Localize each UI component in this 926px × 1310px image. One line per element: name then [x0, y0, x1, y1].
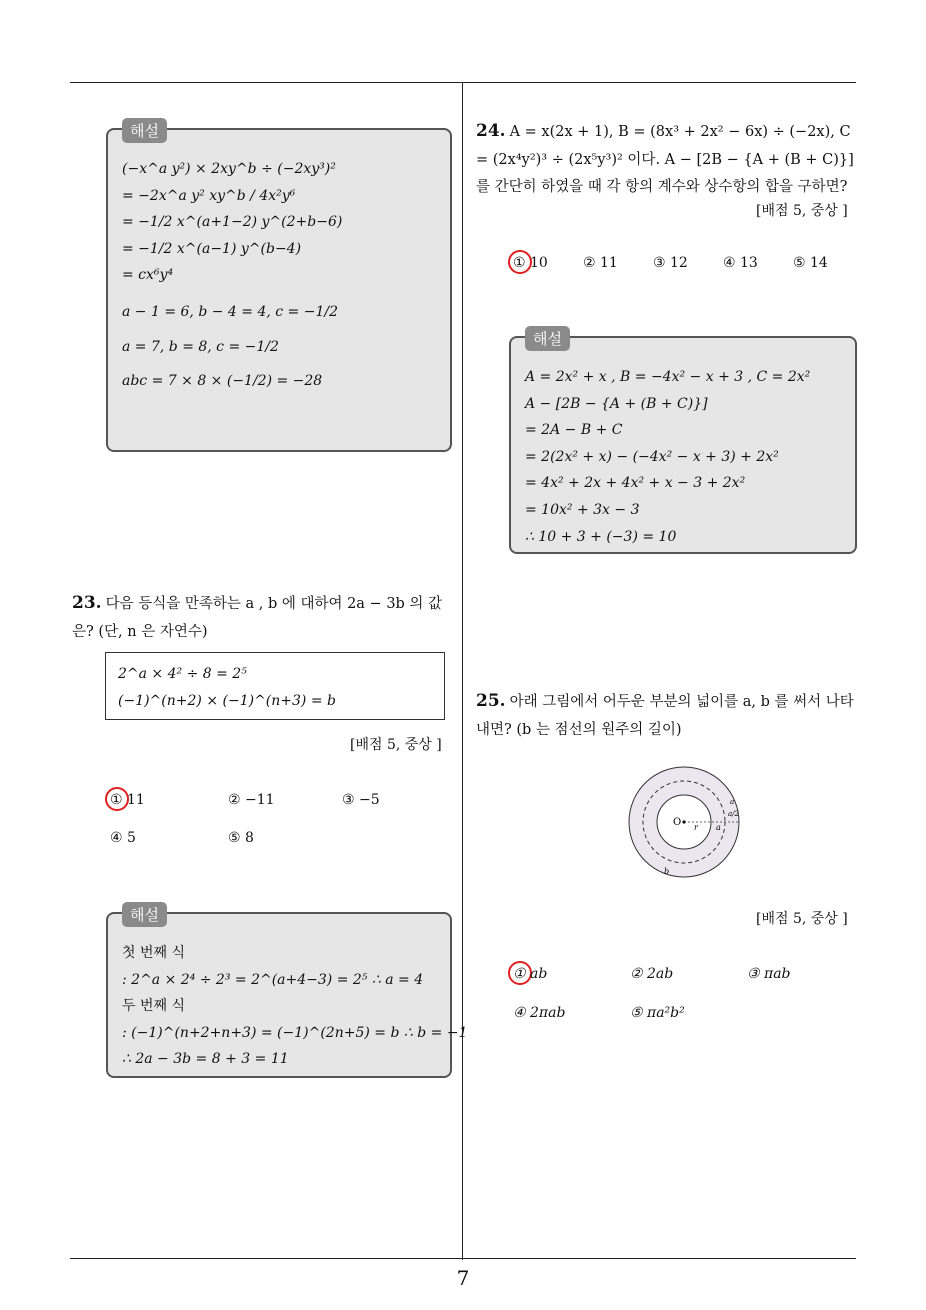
solution-line: = 2(2x² + x) − (−4x² − x + 3) + 2x²	[525, 448, 779, 465]
solution-line: a − 1 = 6, b − 4 = 4, c = −1/2	[122, 303, 338, 320]
column-divider	[462, 82, 463, 1260]
solution-line: = −2x^a y² xy^b / 4x²y⁶	[122, 187, 296, 204]
annulus-figure	[618, 766, 752, 878]
option-1[interactable]: ① 10	[513, 255, 548, 271]
center-label: O	[673, 817, 682, 828]
solution-line: = −1/2 x^(a+1−2) y^(2+b−6)	[122, 214, 343, 231]
center-dot	[682, 820, 685, 823]
top-rule	[70, 82, 856, 83]
option-4[interactable]: ④ 13	[723, 255, 758, 271]
solution-tag: 해설	[122, 118, 167, 143]
a-half-label: a/2	[728, 810, 739, 818]
question-text: 다음 등식을 만족하는 a , b 에 대하여 2a − 3b 의 값은? (단, n 은 자연수)	[72, 596, 443, 641]
solution-line: a = 7, b = 8, c = −1/2	[122, 338, 279, 355]
question-25	[476, 686, 860, 744]
question-text: 아래 그림에서 어두운 부분의 넓이를 a, b 를 써서 나타내면? (b 는 점선의 원주의 길이)	[476, 694, 854, 739]
solution-box-22	[106, 122, 452, 452]
solution-tag: 해설	[122, 902, 167, 927]
solution-line: = −1/2 x^(a−1) y^(b−4)	[122, 240, 302, 257]
option-4[interactable]: ④ 2πab	[513, 1005, 566, 1021]
solution-line: : (−1)^(n+2+n+3) = (−1)^(2n+5) = b ∴ b = −1	[122, 1024, 468, 1041]
a-top-label: a	[730, 798, 735, 806]
a-label: a	[716, 823, 721, 832]
solution-line: A = 2x² + x , B = −4x² − x + 3 , C = 2x²	[525, 369, 811, 385]
question-24	[476, 116, 860, 201]
option-3[interactable]: ③ πab	[747, 966, 791, 982]
question-text: A = x(2x + 1), B = (8x³ + 2x² − 6x) ÷ (−2x), C = (2x⁴y²)³ ÷ (2x⁵y³)² 이다. A − [2B − {A + (B + C)}] 를 간단히 하였을 때 각 항의 계수와 상수항의 합을 구하면?	[476, 124, 854, 196]
page-number: 7	[456, 1266, 470, 1290]
option-2[interactable]: ② 11	[583, 255, 618, 271]
option-3[interactable]: ③ 12	[653, 255, 688, 271]
option-2[interactable]: ② −11	[228, 792, 275, 808]
solution-box-24	[509, 330, 857, 554]
solution-line: 첫 번째 식	[122, 945, 185, 961]
option-5[interactable]: ⑤ πa²b²	[630, 1005, 685, 1021]
question-number: 24.	[476, 121, 506, 141]
solution-line: = cx⁶y⁴	[122, 267, 174, 284]
option-4[interactable]: ④ 5	[110, 830, 136, 846]
question-23	[72, 588, 456, 646]
solution-line: = 2A − B + C	[525, 422, 623, 439]
option-5[interactable]: ⑤ 14	[793, 255, 828, 271]
solution-line: : 2^a × 2⁴ ÷ 2³ = 2^(a+4−3) = 2⁵ ∴ a = 4	[122, 971, 424, 988]
option-1[interactable]: ① ab	[513, 966, 548, 982]
condition-box	[105, 652, 445, 720]
solution-line: ∴ 10 + 3 + (−3) = 10	[525, 528, 677, 545]
condition-line: (−1)^(n+2) × (−1)^(n+3) = b	[118, 692, 336, 709]
solution-line: abc = 7 × 8 × (−1/2) = −28	[122, 373, 323, 390]
option-1[interactable]: ① 11	[110, 792, 145, 808]
r-label: r	[694, 823, 698, 832]
score-label: [배점 5, 중상 ]	[350, 737, 442, 753]
score-label: [배점 5, 중상 ]	[756, 911, 848, 927]
bottom-rule	[70, 1258, 856, 1259]
solution-line: = 4x² + 2x + 4x² + x − 3 + 2x²	[525, 475, 746, 492]
option-2[interactable]: ② 2ab	[630, 966, 674, 982]
question-number: 23.	[72, 593, 102, 613]
solution-line: 두 번째 식	[122, 998, 185, 1015]
solution-line: ∴ 2a − 3b = 8 + 3 = 11	[122, 1051, 289, 1068]
solution-line: A − [2B − {A + (B + C)}]	[525, 395, 708, 412]
b-label: b	[664, 867, 670, 876]
score-label: [배점 5, 중상 ]	[756, 203, 848, 219]
solution-line: (−x^a y²) × 2xy^b ÷ (−2xy³)²	[122, 161, 336, 177]
question-number: 25.	[476, 691, 506, 711]
solution-line: = 10x² + 3x − 3	[525, 501, 640, 518]
solution-box-23	[106, 906, 468, 1078]
option-3[interactable]: ③ −5	[342, 792, 380, 808]
condition-line: 2^a × 4² ÷ 8 = 2⁵	[118, 666, 247, 682]
solution-tag: 해설	[525, 326, 570, 351]
option-5[interactable]: ⑤ 8	[228, 830, 254, 846]
